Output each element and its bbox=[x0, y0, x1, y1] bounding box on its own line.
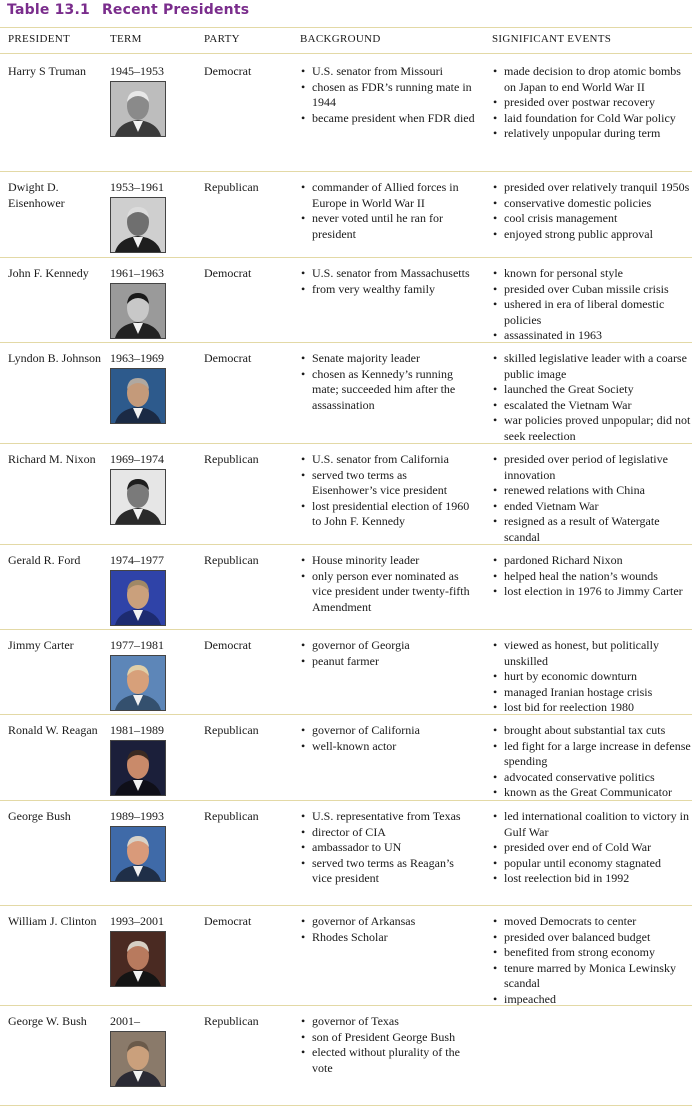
president-party: Democrat bbox=[204, 64, 252, 78]
background-list bbox=[300, 1014, 475, 1076]
background-items bbox=[300, 809, 475, 887]
president-name: George Bush bbox=[8, 809, 71, 823]
row-divider bbox=[0, 1005, 692, 1006]
event-item: • impeached bbox=[492, 992, 692, 1008]
background-item: • chosen as FDR’s running mate in 1944 bbox=[300, 80, 475, 111]
events-list bbox=[492, 809, 692, 887]
row-divider bbox=[0, 800, 692, 801]
background-item: • became president when FDR died bbox=[300, 111, 475, 127]
background-items bbox=[300, 64, 475, 126]
president-term: 1993–2001 bbox=[110, 914, 164, 928]
row-divider bbox=[0, 257, 692, 258]
event-item: • lost reelection bid in 1992 bbox=[492, 871, 692, 887]
president-term: 1961–1963 bbox=[110, 266, 164, 280]
event-item: • presided over postwar recovery bbox=[492, 95, 692, 111]
president-party: Democrat bbox=[204, 266, 252, 280]
background-item: • governor of Georgia bbox=[300, 638, 475, 654]
president-party: Republican bbox=[204, 723, 259, 737]
event-item: • war policies proved unpopular; did not seek reelection bbox=[492, 413, 692, 444]
events-list bbox=[492, 452, 692, 545]
president-term: 1953–1961 bbox=[110, 180, 164, 194]
event-item: • viewed as honest, but politically unskilled bbox=[492, 638, 692, 669]
event-items bbox=[492, 723, 692, 801]
president-portrait bbox=[110, 469, 166, 525]
background-item: • U.S. senator from Massachusetts bbox=[300, 266, 475, 282]
events-list bbox=[492, 638, 692, 716]
background-item: • director of CIA bbox=[300, 825, 475, 841]
president-name: Lyndon B. Johnson bbox=[8, 351, 102, 365]
president-term: 1945–1953 bbox=[110, 64, 164, 78]
row-divider bbox=[0, 342, 692, 343]
president-portrait bbox=[110, 1031, 166, 1087]
row-divider bbox=[0, 905, 692, 906]
event-item: • laid foundation for Cold War policy bbox=[492, 111, 692, 127]
background-items bbox=[300, 452, 475, 530]
president-party: Republican bbox=[204, 180, 259, 194]
president-name: George W. Bush bbox=[8, 1014, 87, 1028]
event-item: • skilled legislative leader with a coarse public image bbox=[492, 351, 692, 382]
row-divider bbox=[0, 714, 692, 715]
president-term: 1963–1969 bbox=[110, 351, 164, 365]
row-divider bbox=[0, 1105, 692, 1106]
background-list bbox=[300, 64, 475, 126]
table-number: Table 13.1 bbox=[7, 2, 90, 18]
president-term: 2001– bbox=[110, 1014, 140, 1028]
row-divider bbox=[0, 171, 692, 172]
president-name: Gerald R. Ford bbox=[8, 553, 81, 567]
president-portrait bbox=[110, 931, 166, 987]
event-item: • presided over balanced budget bbox=[492, 930, 692, 946]
event-items bbox=[492, 452, 692, 545]
event-item: • tenure marred by Monica Lewinsky scandal bbox=[492, 961, 692, 992]
event-items bbox=[492, 553, 692, 600]
table-title-bar bbox=[0, 0, 694, 24]
event-item: • relatively unpopular during term bbox=[492, 126, 692, 142]
header-term: TERM bbox=[110, 33, 142, 45]
president-name: Harry S Truman bbox=[8, 64, 87, 78]
event-item: • hurt by economic downturn bbox=[492, 669, 692, 685]
background-items bbox=[300, 723, 475, 754]
event-item: • known as the Great Communicator bbox=[492, 785, 692, 801]
table-title bbox=[7, 2, 249, 18]
event-item: • managed Iranian hostage crisis bbox=[492, 685, 692, 701]
event-item: • presided over Cuban missile crisis bbox=[492, 282, 692, 298]
top-rule bbox=[0, 27, 692, 28]
table-row bbox=[0, 638, 694, 715]
background-item: • never voted until he ran for president bbox=[300, 211, 475, 242]
event-item: • advocated conservative politics bbox=[492, 770, 692, 786]
header-rule bbox=[0, 53, 692, 54]
president-party: Democrat bbox=[204, 914, 252, 928]
event-item: • lost election in 1976 to Jimmy Carter bbox=[492, 584, 692, 600]
table-row bbox=[0, 723, 694, 801]
background-item: • Rhodes Scholar bbox=[300, 930, 475, 946]
background-item: • U.S. senator from Missouri bbox=[300, 64, 475, 80]
background-list bbox=[300, 638, 475, 669]
events-list bbox=[492, 266, 692, 344]
president-term: 1974–1977 bbox=[110, 553, 164, 567]
president-name: Richard M. Nixon bbox=[8, 452, 96, 466]
event-item: • presided over relatively tranquil 1950s bbox=[492, 180, 692, 196]
president-party: Republican bbox=[204, 452, 259, 466]
row-divider bbox=[0, 443, 692, 444]
background-item: • House minority leader bbox=[300, 553, 475, 569]
background-list bbox=[300, 809, 475, 887]
header-president: PRESIDENT bbox=[8, 33, 70, 45]
table-row bbox=[0, 809, 694, 906]
background-items bbox=[300, 638, 475, 669]
event-item: • escalated the Vietnam War bbox=[492, 398, 692, 414]
background-item: • commander of Allied forces in Europe in World War II bbox=[300, 180, 475, 211]
events-list bbox=[492, 914, 692, 1007]
event-item: • popular until economy stagnated bbox=[492, 856, 692, 872]
event-item: • helped heal the nation’s wounds bbox=[492, 569, 692, 585]
event-item: • led international coalition to victory in Gulf War bbox=[492, 809, 692, 840]
event-items bbox=[492, 180, 692, 242]
event-items bbox=[492, 266, 692, 344]
background-item: • governor of Texas bbox=[300, 1014, 475, 1030]
table-header bbox=[0, 32, 694, 50]
event-item: • conservative domestic policies bbox=[492, 196, 692, 212]
president-portrait bbox=[110, 368, 166, 424]
event-item: • made decision to drop atomic bombs on Japan to end World War II bbox=[492, 64, 692, 95]
president-party: Republican bbox=[204, 809, 259, 823]
event-item: • presided over period of legislative innovation bbox=[492, 452, 692, 483]
president-party: Democrat bbox=[204, 638, 252, 652]
event-items bbox=[492, 64, 692, 142]
background-item: • chosen as Kennedy’s running mate; succeeded him after the assassination bbox=[300, 367, 475, 414]
background-item: • ambassador to UN bbox=[300, 840, 475, 856]
event-item: • renewed relations with China bbox=[492, 483, 692, 499]
president-term: 1981–1989 bbox=[110, 723, 164, 737]
table-row bbox=[0, 553, 694, 630]
background-items bbox=[300, 180, 475, 242]
background-item: • U.S. representative from Texas bbox=[300, 809, 475, 825]
background-item: • served two terms as Eisenhower’s vice president bbox=[300, 468, 475, 499]
table-row bbox=[0, 914, 694, 1006]
president-portrait bbox=[110, 283, 166, 339]
events-list bbox=[492, 723, 692, 801]
background-item: • governor of Arkansas bbox=[300, 914, 475, 930]
background-list bbox=[300, 351, 475, 413]
background-item: • U.S. senator from California bbox=[300, 452, 475, 468]
event-items bbox=[492, 914, 692, 1007]
background-list bbox=[300, 452, 475, 530]
event-items bbox=[492, 809, 692, 887]
table-row bbox=[0, 180, 694, 258]
background-items bbox=[300, 1014, 475, 1076]
background-items bbox=[300, 351, 475, 413]
events-list bbox=[492, 553, 692, 600]
table-caption: Recent Presidents bbox=[101, 2, 250, 18]
event-item: • brought about substantial tax cuts bbox=[492, 723, 692, 739]
table-row bbox=[0, 64, 694, 172]
background-items bbox=[300, 553, 475, 615]
background-list bbox=[300, 914, 475, 945]
table-row bbox=[0, 452, 694, 545]
event-item: • lost bid for reelection 1980 bbox=[492, 700, 692, 716]
background-list bbox=[300, 723, 475, 754]
event-item: • cool crisis management bbox=[492, 211, 692, 227]
table-row bbox=[0, 266, 694, 343]
event-item: • enjoyed strong public approval bbox=[492, 227, 692, 243]
row-divider bbox=[0, 544, 692, 545]
president-portrait bbox=[110, 826, 166, 882]
event-item: • pardoned Richard Nixon bbox=[492, 553, 692, 569]
event-item: • ended Vietnam War bbox=[492, 499, 692, 515]
header-significant-events: SIGNIFICANT EVENTS bbox=[492, 33, 612, 45]
event-items bbox=[492, 638, 692, 716]
background-list bbox=[300, 180, 475, 242]
background-item: • lost presidential election of 1960 to John F. Kennedy bbox=[300, 499, 475, 530]
president-name: John F. Kennedy bbox=[8, 266, 89, 280]
event-item: • launched the Great Society bbox=[492, 382, 692, 398]
event-items bbox=[492, 351, 692, 444]
president-name: Dwight D. Eisenhower bbox=[8, 180, 65, 210]
table-row bbox=[0, 351, 694, 444]
background-items bbox=[300, 914, 475, 945]
background-item: • son of President George Bush bbox=[300, 1030, 475, 1046]
background-item: • governor of California bbox=[300, 723, 475, 739]
president-name: Jimmy Carter bbox=[8, 638, 74, 652]
event-item: • led fight for a large increase in defense spending bbox=[492, 739, 692, 770]
president-portrait bbox=[110, 570, 166, 626]
events-list bbox=[492, 64, 692, 142]
event-item: • assassinated in 1963 bbox=[492, 328, 692, 344]
row-divider bbox=[0, 629, 692, 630]
president-party: Republican bbox=[204, 1014, 259, 1028]
event-item: • presided over end of Cold War bbox=[492, 840, 692, 856]
president-portrait bbox=[110, 81, 166, 137]
background-items bbox=[300, 266, 475, 297]
events-list bbox=[492, 180, 692, 242]
events-list bbox=[492, 351, 692, 444]
event-item: • resigned as a result of Watergate scandal bbox=[492, 514, 692, 545]
event-item: • known for personal style bbox=[492, 266, 692, 282]
table-row bbox=[0, 1014, 694, 1106]
president-portrait bbox=[110, 197, 166, 253]
president-party: Republican bbox=[204, 553, 259, 567]
background-list bbox=[300, 266, 475, 297]
header-party: PARTY bbox=[204, 33, 240, 45]
background-item: • elected without plurality of the vote bbox=[300, 1045, 475, 1076]
president-term: 1969–1974 bbox=[110, 452, 164, 466]
event-item: • ushered in era of liberal domestic policies bbox=[492, 297, 692, 328]
president-name: William J. Clinton bbox=[8, 914, 97, 928]
president-portrait bbox=[110, 740, 166, 796]
background-item: • peanut farmer bbox=[300, 654, 475, 670]
president-party: Democrat bbox=[204, 351, 252, 365]
president-term: 1989–1993 bbox=[110, 809, 164, 823]
event-item: • moved Democrats to center bbox=[492, 914, 692, 930]
background-item: • well-known actor bbox=[300, 739, 475, 755]
background-item: • Senate majority leader bbox=[300, 351, 475, 367]
president-portrait bbox=[110, 655, 166, 711]
background-item: • from very wealthy family bbox=[300, 282, 475, 298]
header-background: BACKGROUND bbox=[300, 33, 381, 45]
event-item: • benefited from strong economy bbox=[492, 945, 692, 961]
background-list bbox=[300, 553, 475, 615]
background-item: • only person ever nominated as vice president under twenty-fifth Amendment bbox=[300, 569, 475, 616]
president-name: Ronald W. Reagan bbox=[8, 723, 98, 737]
background-item: • served two terms as Reagan’s vice president bbox=[300, 856, 475, 887]
president-term: 1977–1981 bbox=[110, 638, 164, 652]
